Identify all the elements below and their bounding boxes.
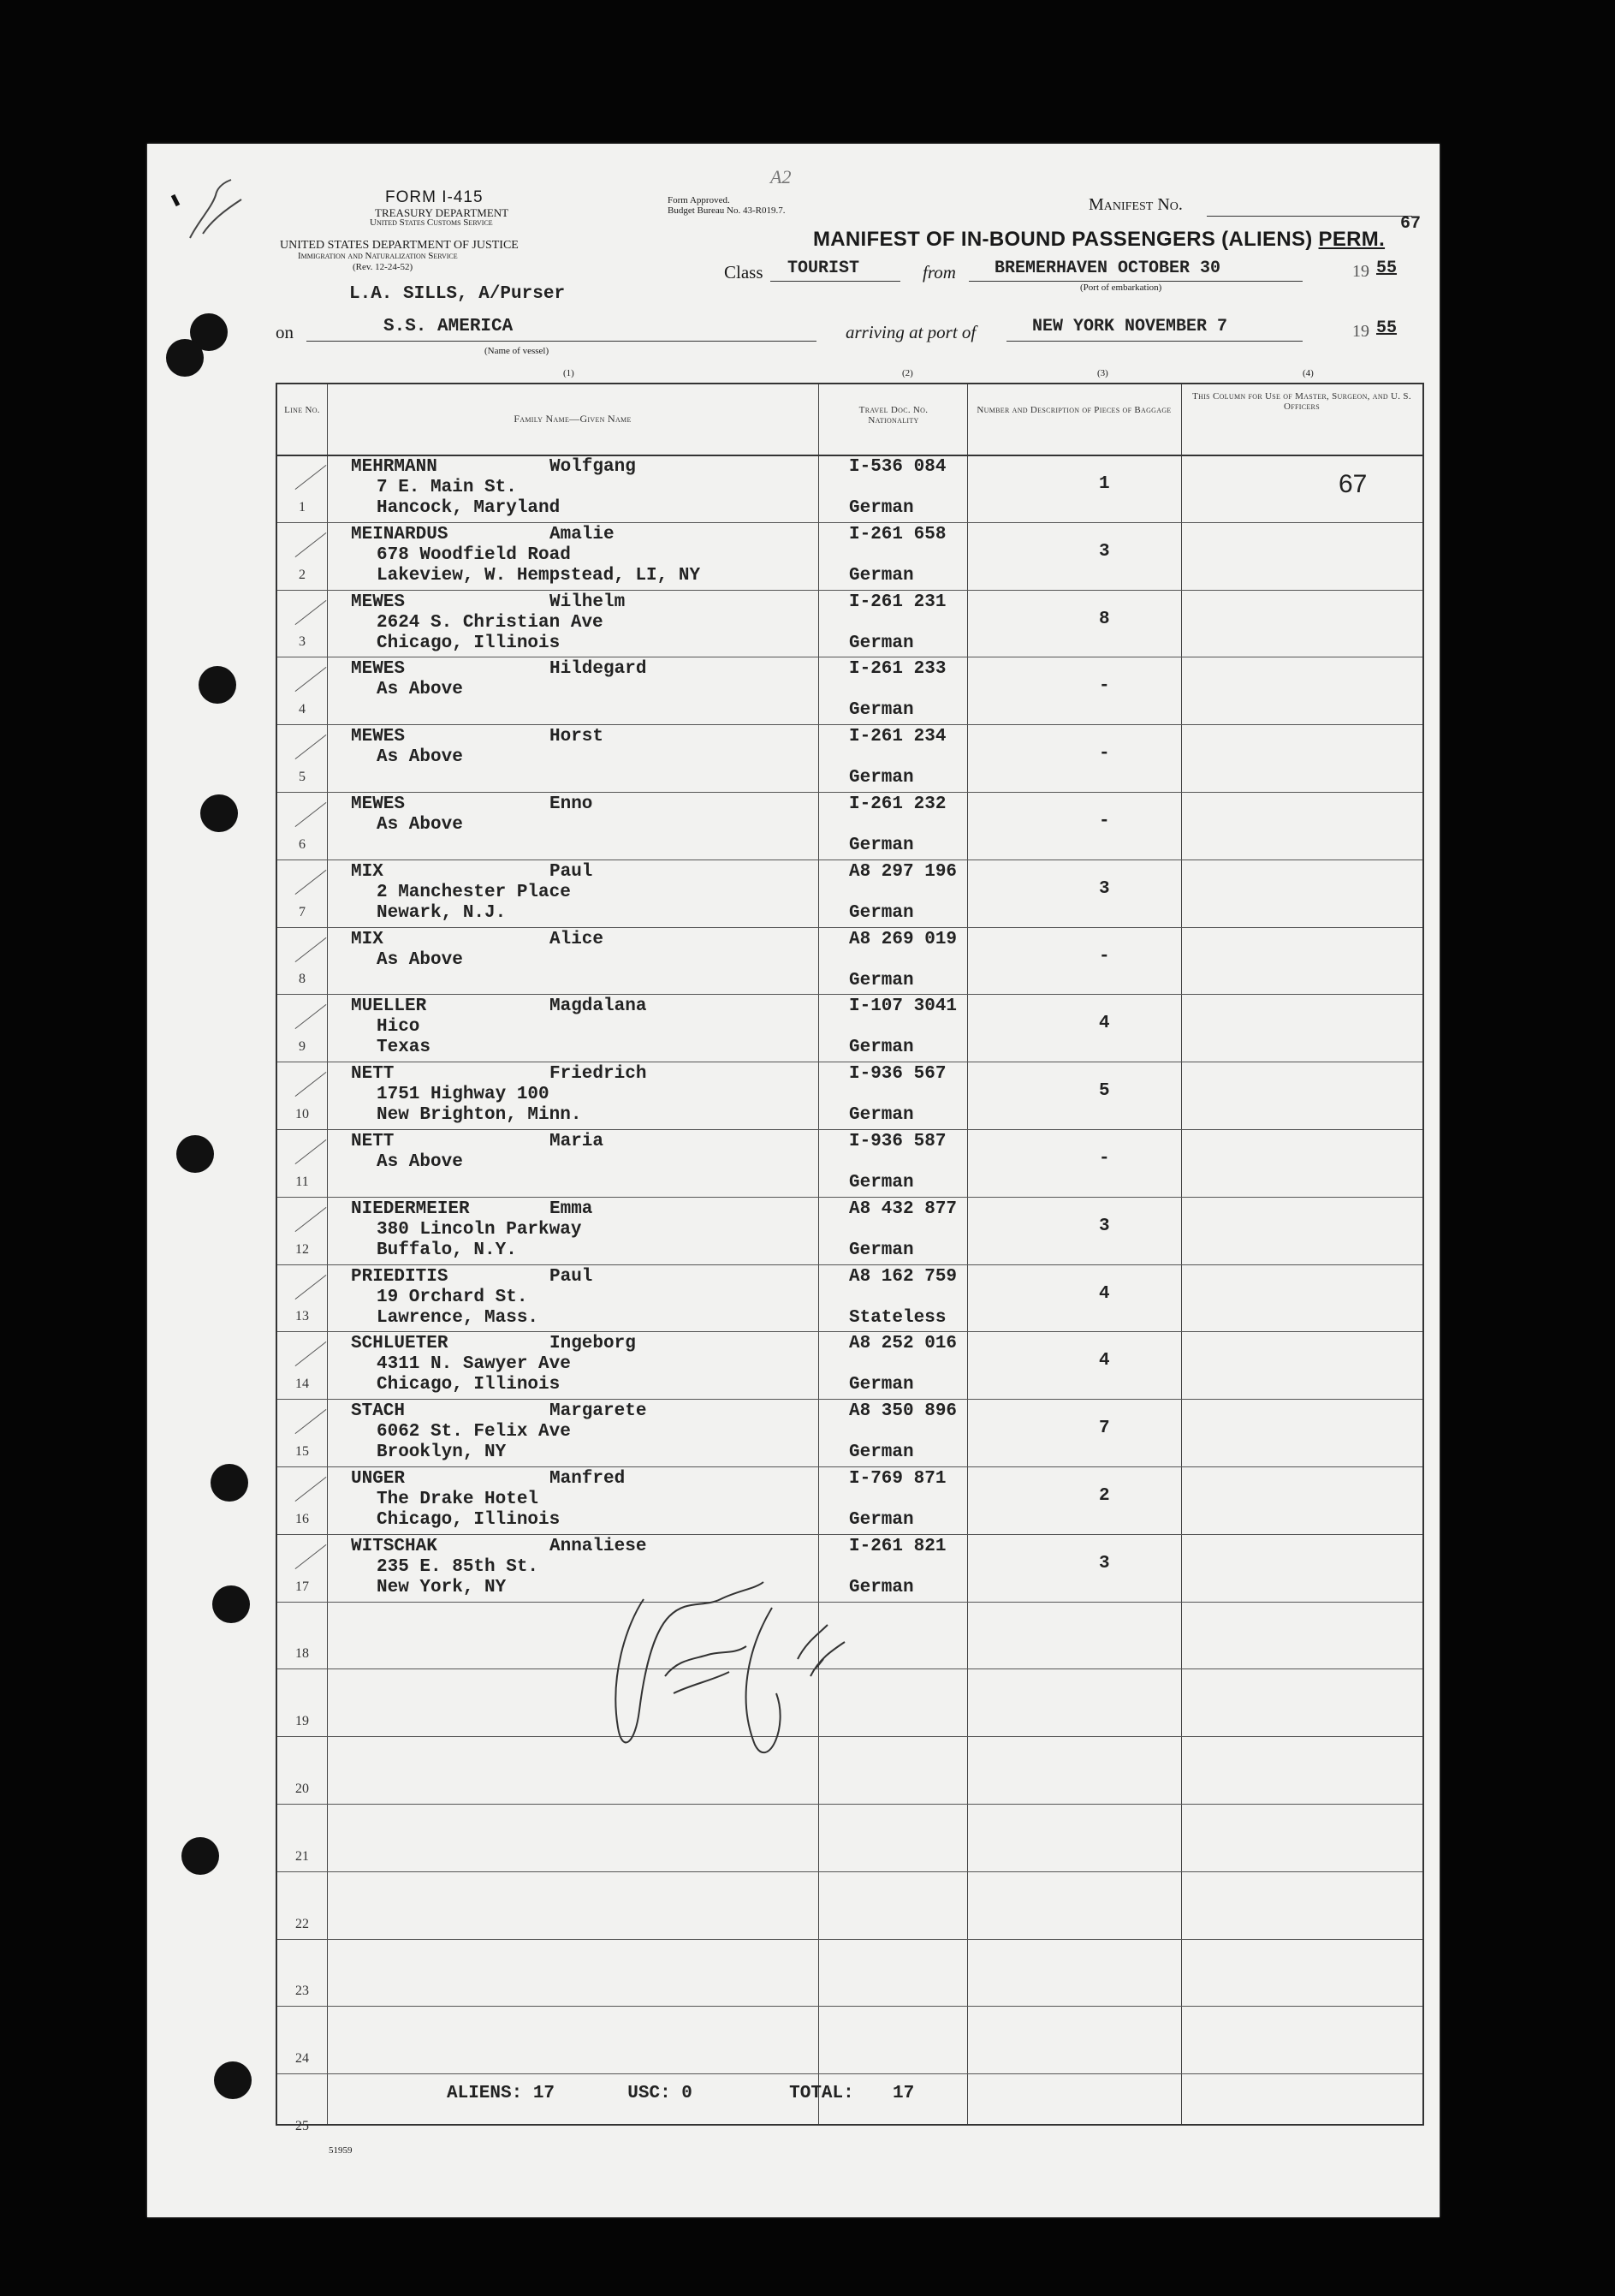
travel-doc-number: I-261 232 — [849, 794, 947, 814]
table-row — [277, 1197, 1422, 1265]
given-name: Annaliese — [549, 1536, 647, 1556]
family-name: STACH — [351, 1401, 406, 1422]
nationality: German — [849, 1240, 914, 1260]
address-line-1: The Drake Hotel — [377, 1490, 539, 1509]
check-mark — [295, 1275, 327, 1300]
travel-doc-number: A8 252 016 — [849, 1334, 958, 1354]
nationality: German — [849, 633, 914, 653]
line-number: 6 — [299, 836, 306, 852]
official-use-value: 67 — [1339, 470, 1368, 498]
header-baggage: Number and Description of Pieces of Baggage — [977, 405, 1172, 415]
table-row — [277, 724, 1422, 793]
line-number: 3 — [299, 634, 306, 650]
title-suffix: PERM. — [1318, 228, 1386, 251]
year-prefix-from: 19 — [1352, 262, 1369, 281]
budget-bureau: Budget Bureau No. 43-R019.7. — [668, 205, 786, 216]
embarkation-note: (Port of embarkation) — [1080, 283, 1162, 293]
from-label: from — [923, 262, 956, 283]
baggage-count: 2 — [1099, 1486, 1110, 1506]
title-text: MANIFEST OF IN-BOUND PASSENGERS (ALIENS) — [813, 228, 1313, 251]
aliens-label: ALIENS: — [447, 2084, 523, 2103]
given-name: Hildegard — [549, 659, 647, 680]
line-number: 25 — [295, 2118, 309, 2133]
nationality: German — [849, 970, 914, 990]
nationality: German — [849, 1038, 914, 1058]
check-mark — [295, 532, 327, 557]
manifest-number: 67 — [1400, 214, 1422, 234]
nationality: German — [849, 1577, 914, 1597]
given-name: Magdalana — [549, 996, 647, 1017]
table-row — [277, 994, 1422, 1062]
address-line-2: Chicago, Illinois — [377, 1510, 561, 1530]
line-number: 11 — [295, 1174, 309, 1189]
baggage-count: 3 — [1099, 541, 1110, 562]
arriving-label: arriving at port of — [846, 322, 977, 342]
line-number: 5 — [299, 769, 306, 784]
table-row — [277, 860, 1422, 928]
table-row — [277, 1062, 1422, 1130]
given-name: Wolfgang — [549, 457, 636, 477]
family-name: NIEDERMEIER — [351, 1199, 470, 1219]
check-mark — [295, 465, 327, 490]
table-row — [277, 657, 1422, 725]
baggage-count: - — [1099, 676, 1110, 697]
usc-label: USC: — [627, 2084, 671, 2103]
travel-doc-number: I-261 231 — [849, 592, 947, 612]
line-number: 9 — [299, 1039, 306, 1055]
baggage-count: 3 — [1099, 1553, 1110, 1573]
check-mark — [295, 667, 327, 692]
family-name: SCHLUETER — [351, 1334, 448, 1354]
line-number: 4 — [299, 702, 306, 717]
travel-doc-number: I-536 084 — [849, 457, 947, 477]
family-name: MEWES — [351, 659, 406, 680]
punch-hole — [199, 666, 236, 704]
treasury-department: TREASURY DEPARTMENT — [375, 206, 509, 219]
family-name: NETT — [351, 1132, 395, 1151]
class-value: TOURIST — [787, 259, 860, 278]
nationality: German — [849, 498, 914, 518]
family-name: MEINARDUS — [351, 524, 448, 544]
purser: L.A. SILLS, A/Purser — [349, 284, 566, 304]
table-row — [277, 927, 1422, 996]
given-name: Manfred — [549, 1469, 626, 1489]
baggage-count: - — [1099, 946, 1110, 967]
address-line-1: 235 E. 85th St. — [377, 1556, 539, 1577]
travel-doc-number: I-107 3041 — [849, 996, 958, 1017]
family-name: MEWES — [351, 727, 406, 747]
class-label: Class — [724, 262, 763, 283]
year-prefix-arrive: 19 — [1352, 322, 1369, 341]
form-number: FORM I-415 — [385, 188, 484, 206]
line-number: 15 — [295, 1443, 309, 1459]
baggage-count: 4 — [1099, 1014, 1110, 1034]
table-row — [277, 1264, 1422, 1333]
year-from: 55 — [1376, 259, 1398, 278]
line-number: 23 — [295, 1984, 309, 1999]
given-name: Enno — [549, 794, 593, 814]
address-line-2: Texas — [377, 1038, 431, 1058]
handwritten-signature — [592, 1573, 866, 1830]
punch-hole — [211, 1464, 248, 1502]
nationality: German — [849, 1173, 914, 1193]
given-name: Paul — [549, 1266, 593, 1287]
immigration-service: Immigration and Naturalization Service — [298, 251, 458, 261]
family-name: PRIEDITIS — [351, 1266, 448, 1287]
corner-mark: A2 — [770, 166, 792, 187]
col-num-4: (4) — [1303, 368, 1314, 378]
nationality: German — [849, 1375, 914, 1395]
address-line-2: Lawrence, Mass. — [377, 1307, 539, 1328]
on-label: on — [276, 322, 294, 342]
punch-hole — [212, 1585, 250, 1623]
table-row — [277, 1399, 1422, 1467]
address-line-1: 19 Orchard St. — [377, 1287, 528, 1307]
check-mark — [295, 1139, 327, 1164]
revision-date: (Rev. 12-24-52) — [353, 262, 413, 272]
address-line-1: Hico — [377, 1017, 420, 1038]
check-mark — [295, 600, 327, 625]
family-name: WITSCHAK — [351, 1536, 437, 1556]
travel-doc-number: I-769 871 — [849, 1469, 947, 1489]
baggage-count: 4 — [1099, 1351, 1110, 1371]
family-name: NETT — [351, 1064, 395, 1085]
line-number: 14 — [295, 1377, 309, 1392]
baggage-count: - — [1099, 744, 1110, 764]
line-number: 8 — [299, 972, 306, 987]
usc-count: 0 — [681, 2084, 692, 2103]
baggage-count: 1 — [1099, 474, 1110, 494]
travel-doc-number: A8 297 196 — [849, 861, 958, 882]
col-num-1: (1) — [563, 368, 574, 378]
manifest-no-underline — [1207, 216, 1412, 217]
address-line-1: 2624 S. Christian Ave — [377, 612, 603, 633]
check-mark — [295, 937, 327, 962]
table-row — [277, 1129, 1422, 1198]
baggage-count: 7 — [1099, 1419, 1110, 1439]
given-name: Amalie — [549, 524, 615, 544]
address-line-1: 4311 N. Sawyer Ave — [377, 1354, 571, 1375]
baggage-count: 3 — [1099, 1216, 1110, 1236]
line-number: 2 — [299, 567, 306, 582]
nationality: German — [849, 1105, 914, 1126]
address-line-2: Hancock, Maryland — [377, 498, 561, 518]
check-mark — [295, 870, 327, 895]
justice-department: UNITED STATES DEPARTMENT OF JUSTICE — [280, 239, 519, 252]
address-line-1: As Above — [377, 815, 463, 835]
header-travel-doc: Travel Doc. No. Nationality — [858, 405, 929, 425]
address-line-2: Newark, N.J. — [377, 902, 507, 923]
address-line-1: 6062 St. Felix Ave — [377, 1422, 571, 1442]
table-header — [277, 384, 1422, 456]
manifest-no-label: Manifest No. — [1089, 195, 1183, 214]
punch-hole — [214, 2061, 252, 2099]
year-arrive: 55 — [1376, 318, 1398, 338]
baggage-count: 5 — [1099, 1081, 1110, 1102]
travel-doc-number: I-261 233 — [849, 659, 947, 680]
line-number: 17 — [295, 1579, 309, 1594]
table-row — [277, 1466, 1422, 1535]
vessel-name: S.S. AMERICA — [383, 317, 514, 336]
table-row — [277, 590, 1422, 658]
line-number: 22 — [295, 1916, 309, 1931]
check-mark — [295, 1477, 327, 1502]
check-mark — [295, 1544, 327, 1569]
address-line-1: As Above — [377, 949, 463, 970]
address-line-1: As Above — [377, 747, 463, 768]
family-name: MIX — [351, 929, 383, 949]
line-number: 18 — [295, 1646, 309, 1662]
travel-doc-number: I-261 234 — [849, 727, 947, 747]
check-mark — [295, 802, 327, 827]
line-number: 12 — [295, 1241, 309, 1257]
from-value: BREMERHAVEN OCTOBER 30 — [995, 259, 1221, 278]
totals-row — [447, 2084, 914, 2103]
line-number: 19 — [295, 1714, 309, 1729]
address-line-1: 1751 Highway 100 — [377, 1085, 549, 1105]
given-name: Maria — [549, 1132, 604, 1151]
check-mark — [295, 1004, 327, 1029]
address-line-2: Chicago, Illinois — [377, 633, 561, 653]
line-number: 20 — [295, 1781, 309, 1796]
given-name: Paul — [549, 861, 593, 882]
punch-hole — [176, 1135, 214, 1173]
travel-doc-number: I-261 658 — [849, 524, 947, 544]
given-name: Friedrich — [549, 1064, 647, 1085]
family-name: MUELLER — [351, 996, 427, 1017]
family-name: MEHRMANN — [351, 457, 437, 477]
nationality: German — [849, 1510, 914, 1530]
punch-hole — [181, 1837, 219, 1875]
given-name: Ingeborg — [549, 1334, 636, 1354]
travel-doc-number: A8 350 896 — [849, 1401, 958, 1422]
address-line-1: 678 Woodfield Road — [377, 544, 571, 565]
address-line-2: Chicago, Illinois — [377, 1375, 561, 1395]
travel-doc-number: A8 162 759 — [849, 1266, 958, 1287]
total-count: 17 — [892, 2084, 915, 2103]
address-line-1: 380 Lincoln Parkway — [377, 1219, 582, 1240]
line-number: 13 — [295, 1309, 309, 1324]
nationality: German — [849, 836, 914, 855]
nationality: German — [849, 768, 914, 788]
line-number: 16 — [295, 1511, 309, 1526]
line-number: 24 — [295, 2051, 309, 2067]
nationality: German — [849, 700, 914, 721]
given-name: Margarete — [549, 1401, 647, 1422]
from-underline — [969, 281, 1303, 282]
baggage-count: - — [1099, 812, 1110, 831]
table-row — [277, 792, 1422, 860]
total-label: TOTAL: — [789, 2084, 854, 2103]
margin-handwriting — [164, 161, 267, 264]
travel-doc-number: I-261 821 — [849, 1536, 947, 1556]
table-row — [277, 455, 1422, 523]
footer-code: 51959 — [329, 2145, 353, 2156]
header-official-use: This Column for Use of Master, Surgeon, and U. S. Officers — [1192, 391, 1411, 412]
baggage-count: 8 — [1099, 609, 1110, 629]
family-name: MEWES — [351, 794, 406, 814]
family-name: MIX — [351, 861, 383, 882]
empty-row — [277, 1871, 1422, 1940]
customs-service: United States Customs Service — [370, 217, 493, 228]
address-line-2: Lakeview, W. Hempstead, LI, NY — [377, 565, 701, 586]
given-name: Wilhelm — [549, 592, 626, 612]
nationality: German — [849, 902, 914, 923]
travel-doc-number: I-936 567 — [849, 1064, 947, 1085]
form-approved: Form Approved. — [668, 195, 730, 205]
check-mark — [295, 1341, 327, 1366]
check-mark — [295, 735, 327, 759]
travel-doc-number: A8 432 877 — [849, 1199, 958, 1219]
travel-doc-number: A8 269 019 — [849, 929, 958, 949]
vessel-underline — [306, 341, 816, 342]
manifest-title — [813, 228, 1385, 252]
address-line-1: As Above — [377, 1152, 463, 1172]
vessel-note: (Name of vessel) — [484, 346, 549, 356]
col-num-3: (3) — [1097, 368, 1108, 378]
family-name: MEWES — [351, 592, 406, 612]
given-name: Alice — [549, 929, 604, 949]
arriving-underline — [1006, 341, 1303, 342]
line-number: 21 — [295, 1848, 309, 1864]
punch-hole — [166, 339, 204, 377]
table-row — [277, 522, 1422, 591]
table-row — [277, 1331, 1422, 1400]
header-name: Family Name—Given Name — [514, 413, 632, 425]
nationality: German — [849, 565, 914, 586]
check-mark — [295, 1207, 327, 1232]
manifest-page — [147, 144, 1440, 2217]
address-line-2: New Brighton, Minn. — [377, 1105, 582, 1126]
col-num-2: (2) — [902, 368, 913, 378]
header-line-no: Line No. — [284, 405, 320, 415]
aliens-count: 17 — [532, 2084, 555, 2103]
nationality: Stateless — [849, 1307, 947, 1328]
baggage-count: 4 — [1099, 1283, 1110, 1304]
check-mark — [295, 1072, 327, 1097]
empty-row — [277, 1939, 1422, 2008]
address-line-2: Brooklyn, NY — [377, 1442, 507, 1463]
travel-doc-number: I-936 587 — [849, 1132, 947, 1151]
class-underline — [770, 281, 900, 282]
baggage-count: 3 — [1099, 878, 1110, 899]
address-line-1: 2 Manchester Place — [377, 882, 571, 902]
given-name: Emma — [549, 1199, 593, 1219]
address-line-2: Buffalo, N.Y. — [377, 1240, 517, 1260]
line-number: 7 — [299, 904, 306, 919]
passenger-table — [276, 383, 1424, 2133]
check-mark — [295, 1409, 327, 1434]
address-line-2: New York, NY — [377, 1577, 507, 1597]
arriving-value: NEW YORK NOVEMBER 7 — [1032, 317, 1228, 336]
line-number: 10 — [295, 1106, 309, 1121]
table-body — [277, 455, 1422, 2133]
nationality: German — [849, 1442, 914, 1463]
empty-row — [277, 2006, 1422, 2074]
line-number: 1 — [299, 499, 306, 515]
family-name: UNGER — [351, 1469, 406, 1489]
punch-hole — [200, 794, 238, 832]
given-name: Horst — [549, 727, 604, 747]
address-line-1: 7 E. Main St. — [377, 478, 517, 497]
baggage-count: - — [1099, 1149, 1110, 1169]
address-line-1: As Above — [377, 680, 463, 700]
